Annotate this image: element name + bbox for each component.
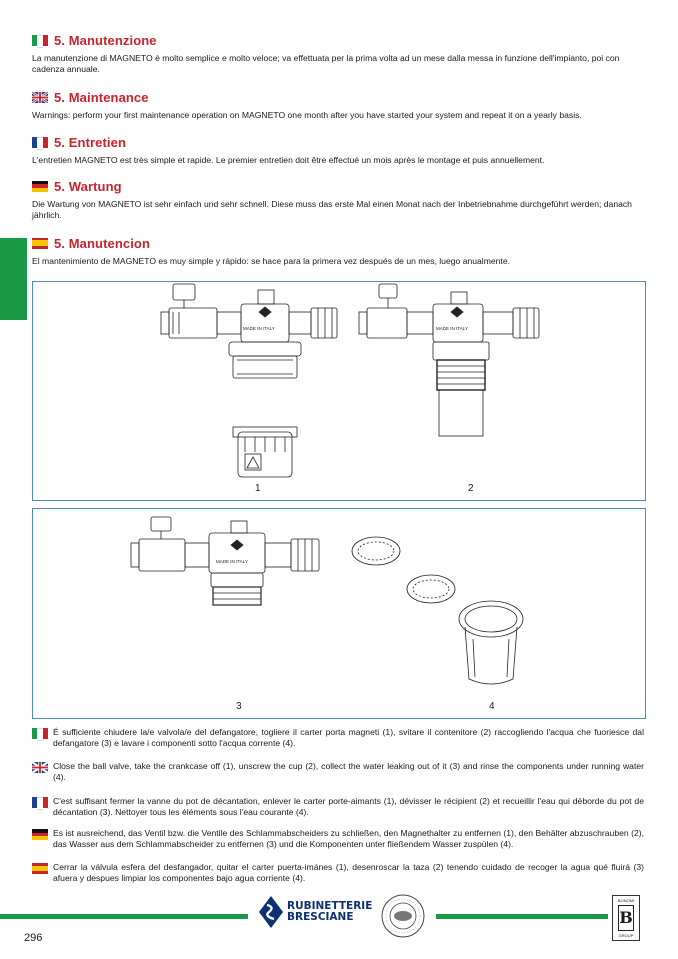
figure-label-1: 1 <box>255 483 261 494</box>
filter-draining-illustration <box>131 517 319 605</box>
instruction-fr <box>32 796 644 819</box>
brand-line-1: RUBINETTERIE <box>287 900 373 912</box>
section-fr <box>32 133 647 166</box>
flag-italy-icon <box>32 35 48 46</box>
instruction-text: Close the ball valve, take the crankcase off (1), unscrew the cup (2), collect the water leaking out of it (3) and rinse the components under running water (4). <box>53 761 644 783</box>
section-text: El mantenimiento de MAGNETO es muy simple y rápido: se hace para la primera vez después de un mes, luego anualmente. <box>32 256 510 266</box>
flag-uk-icon <box>32 92 48 103</box>
figure-panel-top <box>32 281 646 501</box>
section-es <box>32 234 647 267</box>
filter-illustration-3-4 <box>33 509 645 718</box>
section-text: Die Wartung von MAGNETO ist sehr einfach und sehr schnell. Diese muss das erste Mal einen Monat nach der Inbetriebnahme durchgeführt werden; danach jährlich. <box>32 199 632 221</box>
instruction-text: C'est suffisant fermer la vanne du pot de décantation, enlever le carter porte-aimants (1), dévisser le récipient (2) et recueillir l'eau qui déborde du pot de décantation (3). Nettoyer tous les éléments sous l'eau courante (4). <box>53 796 644 818</box>
instruction-de <box>32 828 644 851</box>
section-title: 5. Entretien <box>54 134 126 150</box>
section-title: 5. Manutencion <box>54 235 151 251</box>
section-title: 5. Maintenance <box>54 89 149 105</box>
group-logo-bottom: GROUP <box>618 933 634 938</box>
section-title: 5. Wartung <box>54 178 122 194</box>
section-it <box>32 31 647 76</box>
flag-uk-icon <box>32 762 48 773</box>
filter-components-illustration <box>352 537 523 684</box>
figure-label-2: 2 <box>468 483 474 494</box>
brand-logo <box>258 895 372 929</box>
section-de <box>32 177 647 222</box>
group-logo-mark: B <box>618 905 634 931</box>
footer-bar-right <box>436 914 608 919</box>
instruction-it <box>32 727 644 750</box>
page-number: 296 <box>24 932 43 944</box>
flag-france-icon <box>32 797 48 808</box>
section-text: Warnings: perform your first maintenance operation on MAGNETO one month after you have started your system and repeat it on a yearly basis. <box>32 110 582 120</box>
svg-text:MADE IN ITALY: MADE IN ITALY <box>243 326 275 331</box>
instruction-en <box>32 761 644 784</box>
instruction-es <box>32 862 644 885</box>
instruction-text: É sufficiente chiudere la/e valvola/e del defangatore, togliere il carter porta magneti (1), svitare il contenitore (2) raccogliendo l'acqua che fuoriesce dal defangatore (3) e lavare i componenti sotto l'acqua corrente (4). <box>53 727 644 749</box>
flag-italy-icon <box>32 728 48 739</box>
flag-germany-icon <box>32 181 48 192</box>
brand-line-2: BRESCIANE <box>287 911 354 923</box>
group-logo-top: BONOMI <box>617 898 635 903</box>
filter-illustration-1-2 <box>33 282 645 500</box>
flag-germany-icon <box>32 829 48 840</box>
section-text: La manutenzione di MAGNETO è molto semplice e molto veloce; va effettuata per la prima volta ad un mese dalla messa in funzione dell'impianto, poi con cadenza annuale. <box>32 53 620 75</box>
iso-certification-seal-icon <box>380 893 426 939</box>
flag-spain-icon <box>32 238 48 249</box>
side-tab <box>0 238 27 320</box>
section-en <box>32 88 647 121</box>
flag-france-icon <box>32 137 48 148</box>
svg-text:MADE IN ITALY: MADE IN ITALY <box>436 326 468 331</box>
instruction-text: Cerrar la válvula esfera del desfangador, quitar el carter puerta-imánes (1), desenroscar la taza (2) tenendo cuidado de recoger la agua qué fluirá (3) afuera y despues limpiar los componentes bajo agua corriente (4). <box>53 862 644 884</box>
rubinetterie-logo-icon <box>258 895 284 929</box>
figure-panel-bottom <box>32 508 646 719</box>
section-title: 5. Manutenzione <box>54 32 157 48</box>
figure-label-3: 3 <box>236 701 242 712</box>
svg-text:MADE IN ITALY: MADE IN ITALY <box>216 559 248 564</box>
figure-label-4: 4 <box>489 701 495 712</box>
instruction-text: Es ist ausreichend, das Ventil bzw. die Ventile des Schlammabscheiders zu schließen, den Magnethalter zu entfernen (1), den Behälter abzuschrauben (2), das Wasser aus dem Schlammabscheider zu entfernen (3) und die Komponenten unter fließendem Wasser zuspülen (4). <box>53 828 644 850</box>
footer-bar-left <box>0 914 248 919</box>
section-text: L'entretien MAGNETO est très simple et rapide. Le premier entretien doit être effectué un mois après le montage et puis annuellement. <box>32 155 545 165</box>
flag-spain-icon <box>32 863 48 874</box>
filter-assembled-illustration <box>161 284 337 477</box>
bonomi-group-logo <box>612 895 640 941</box>
filter-cup-removed-illustration <box>359 284 539 436</box>
